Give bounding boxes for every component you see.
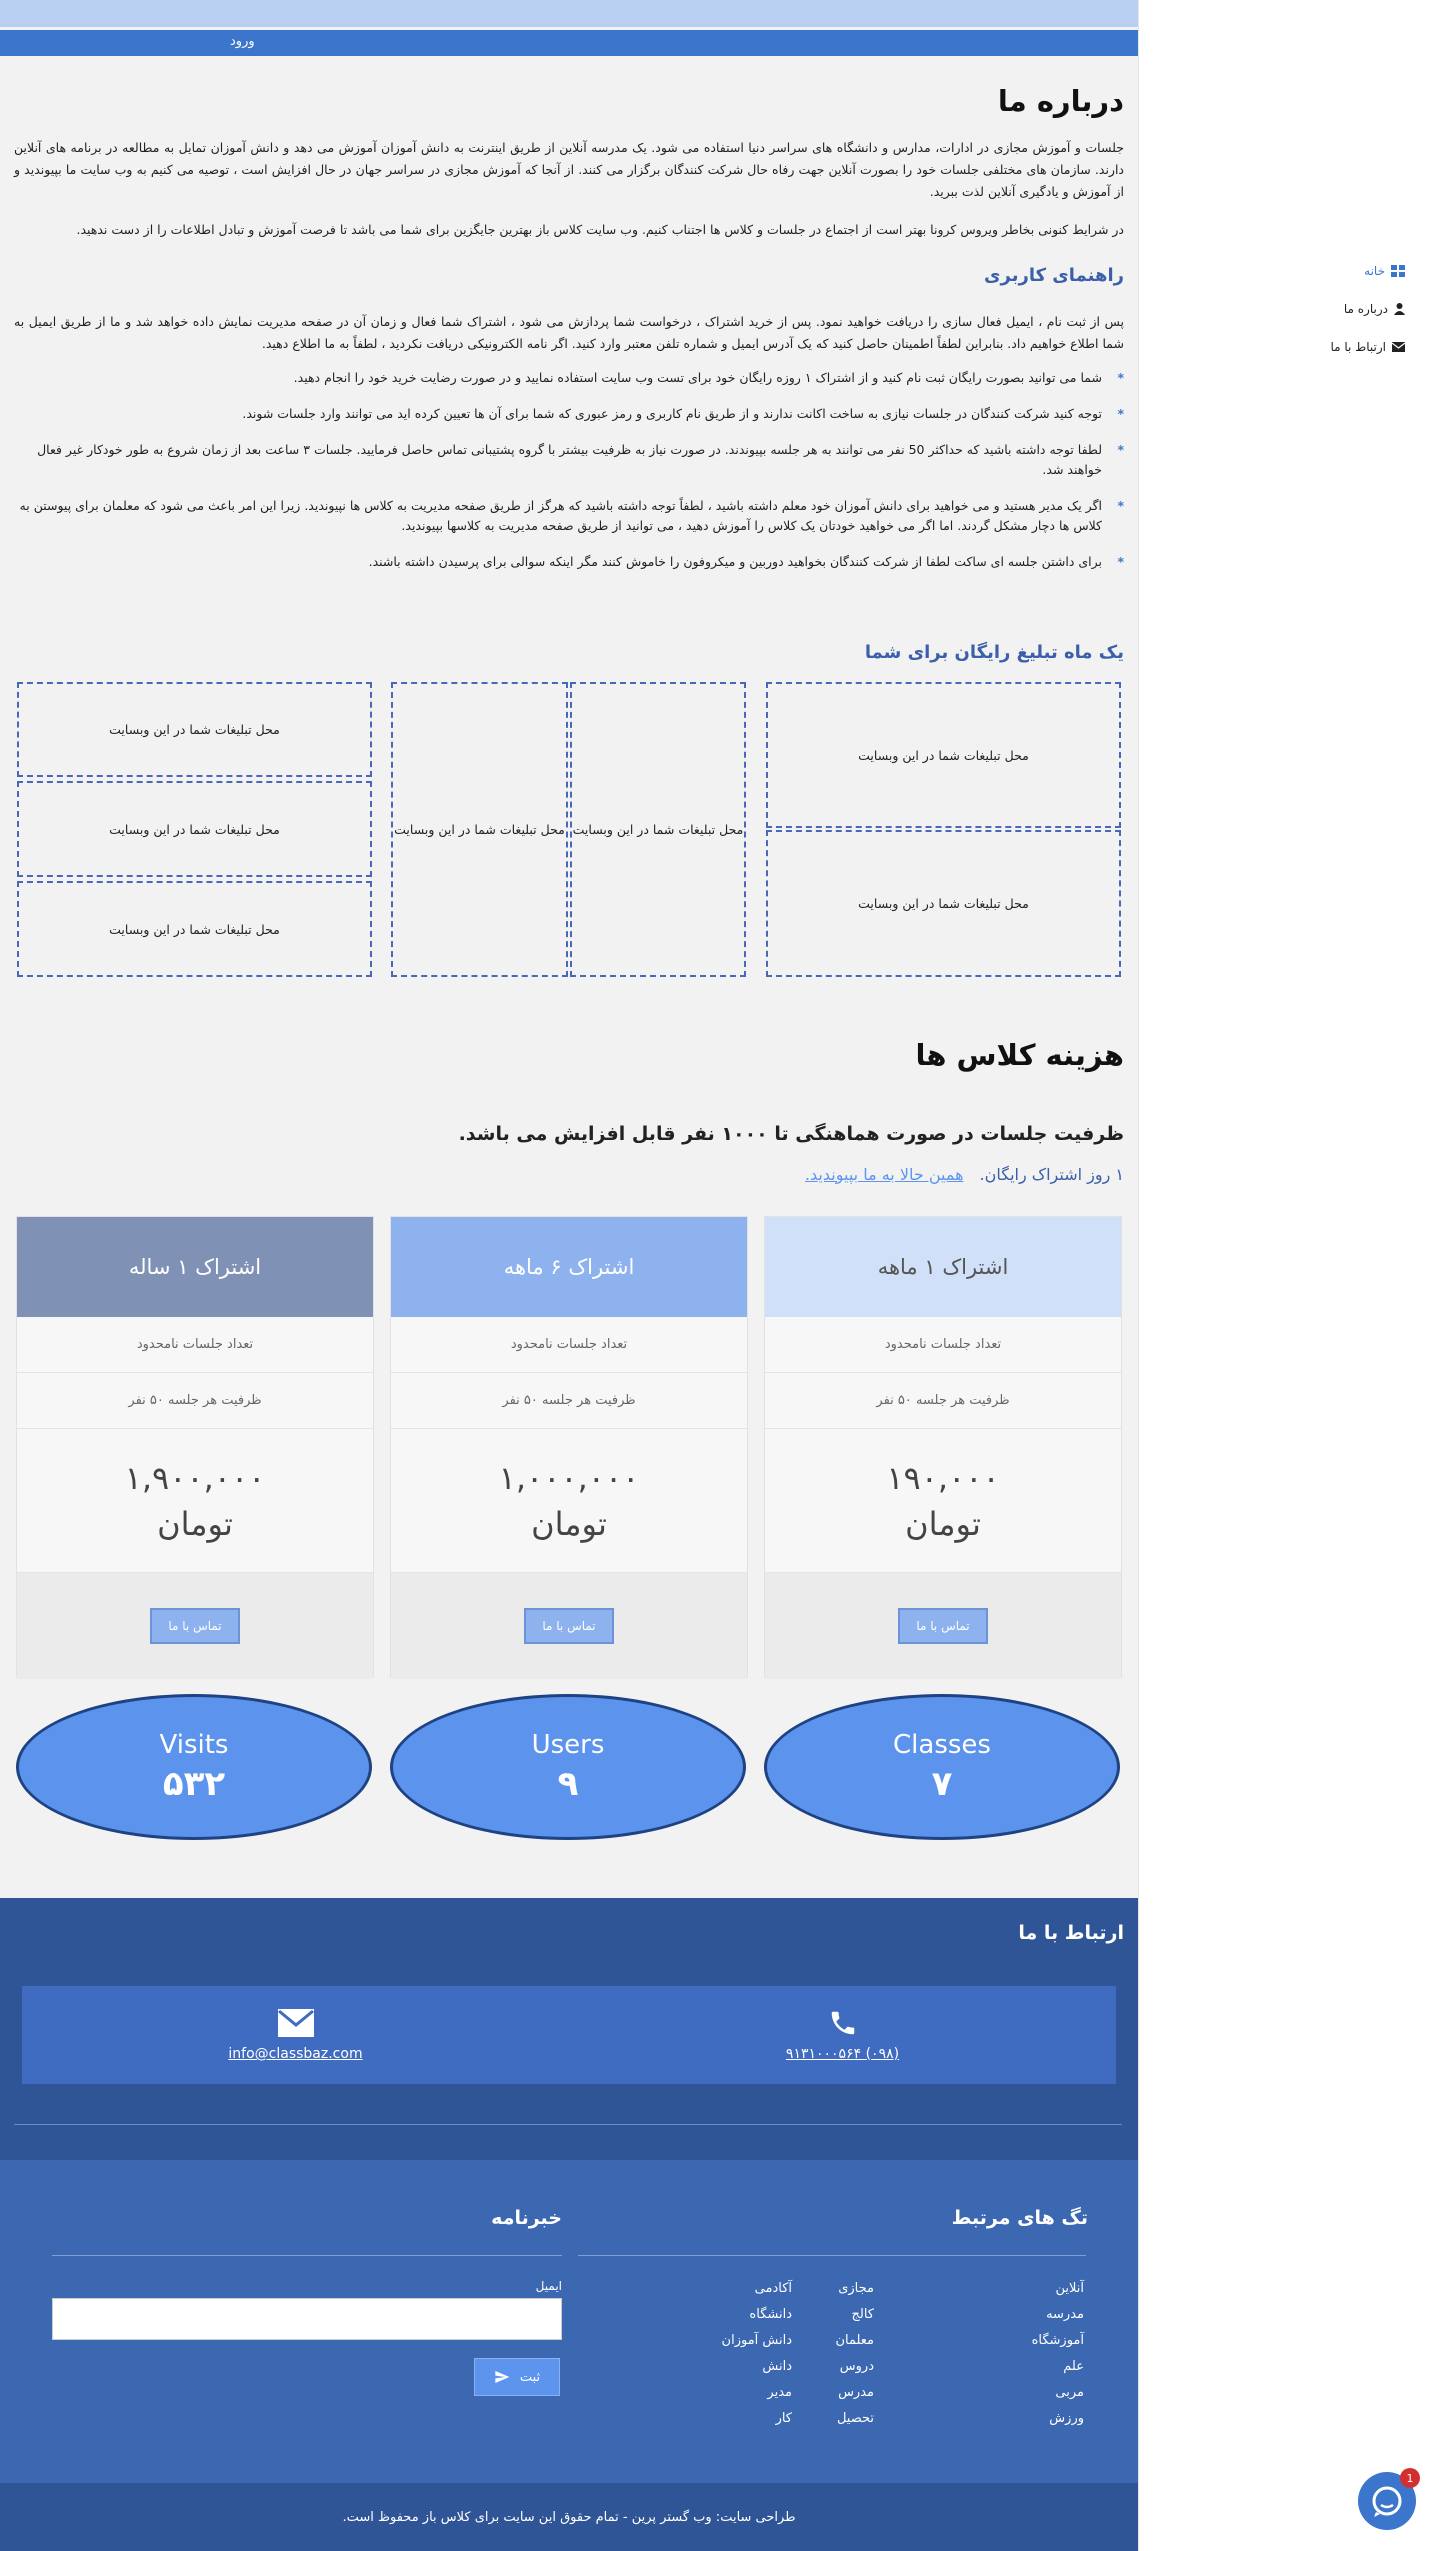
newsletter-email-input[interactable] — [52, 2298, 562, 2340]
list-item: * لطفا توجه داشته باشید که حداکثر 50 نفر می توانند به هر جلسه بپیوندند. در صورت نیاز به ظرفیت بیشتر با گروه پشتیبانی تماس حاصل فرمایید. جلسات ۳ ساعت بعد از زمان شروع به طور خودکار غیر فعال خواهند شد. — [14, 440, 1124, 480]
copyright-bar — [0, 2483, 1138, 2551]
price-currency: تومان — [531, 1504, 607, 1543]
join-link[interactable]: همین حالا به ما بپیوندید. — [804, 1165, 964, 1184]
newsletter-submit-button[interactable] — [474, 2358, 560, 2396]
contact-us-button[interactable]: تماس با ما — [150, 1608, 239, 1644]
tag-link[interactable]: علم — [1063, 2359, 1084, 2374]
about-paragraph-1: جلسات و آموزش مجازی در ادارات، مدارس و دانشگاه های سراسر دنیا استفاده می شود. یک مدرسه آنلاین از طریق اینترنت به دانش آموزان آموزش می دهد و دانش آموزان تمایل به مطالعه در برنامه های آنلاین دارند. سازمان های مختلفی جلسات خود را بصورت آنلاین جهت رفاه حال شرکت کنندگان برگزار می کنند. از آنجا که آموزش مجازی در سراسر جهان در حال افزایش است ، توصیه می کنیم به وب سایت ما بپیوندید و از آموزش و یادگیری آنلاین لذت ببرید. — [14, 140, 1124, 199]
footer — [0, 2160, 1138, 2483]
top-strip — [0, 0, 1138, 27]
nav-label: درباره ما — [1343, 302, 1388, 316]
ad-slot[interactable]: محل تبلیغات شما در این وبسایت — [766, 830, 1121, 977]
stat-label: Visits — [159, 1730, 229, 1760]
list-item: * شما می توانید بصورت رایگان ثبت نام کنید و از اشتراک ۱ روزه رایگان خود برای تست وب سایت استفاده نمایید و در صورت رضایت خرید خود را انجام دهید. — [14, 368, 1124, 388]
plan-price — [391, 1429, 747, 1573]
ad-slot[interactable]: محل تبلیغات شما در این وبسایت — [17, 881, 372, 977]
tag-link[interactable]: تحصیل — [836, 2411, 874, 2426]
plan-price — [17, 1429, 373, 1573]
guide-title: راهنمای کاربری — [984, 265, 1124, 286]
guide-rules — [14, 368, 1124, 588]
price-value: ۱,۹۰۰,۰۰۰ — [124, 1458, 266, 1497]
plan-sessions: تعداد جلسات نامحدود — [17, 1317, 373, 1373]
trial-line — [805, 1165, 1124, 1184]
tag-link[interactable]: دانش — [762, 2359, 792, 2374]
tag-link[interactable]: مربی — [1055, 2385, 1084, 2400]
price-value: ۱,۰۰۰,۰۰۰ — [498, 1458, 640, 1497]
contact-section — [0, 1898, 1138, 2160]
nav-home[interactable] — [1364, 264, 1405, 278]
tag-link[interactable]: کالج — [851, 2307, 874, 2322]
tags-title: تگ های مرتبط — [951, 2207, 1088, 2229]
contact-us-button[interactable]: تماس با ما — [898, 1608, 987, 1644]
tag-link[interactable]: آنلاین — [1055, 2281, 1084, 2296]
plan-footer — [765, 1573, 1121, 1679]
divider — [52, 2255, 562, 2256]
sidebar — [1138, 0, 1439, 2551]
phone-link[interactable]: (۰۹۸) ۹۱۳۱۰۰۰۵۶۴ — [785, 2046, 900, 2062]
plan-header: اشتراک ۱ ماهه — [765, 1217, 1121, 1317]
divider — [14, 2124, 1122, 2125]
tag-link[interactable]: دانش آموزان — [721, 2333, 792, 2348]
submit-label: ثبت — [519, 2369, 541, 2385]
plan-footer — [17, 1573, 373, 1679]
tag-link[interactable]: مدرس — [838, 2385, 874, 2400]
about-paragraph-2: در شرایط کنونی بخاطر ویروس کرونا بهتر است از اجتماع در جلسات و کلاس ها اجتناب کنیم. وب سایت کلاس باز بهترین جایگزین برای شما می باشد تا فرصت آموزش و تبادل اطلاعات را از دست ندهید. — [76, 222, 1124, 237]
ad-slot[interactable]: محل تبلیغات شما در این وبسایت — [391, 682, 568, 977]
plan-capacity: ظرفیت هر جلسه ۵۰ نفر — [765, 1373, 1121, 1429]
stat-label: Classes — [893, 1730, 991, 1760]
plan-card-1-year — [16, 1216, 374, 1678]
newsletter-title: خبرنامه — [491, 2207, 562, 2229]
contact-us-button[interactable]: تماس با ما — [524, 1608, 613, 1644]
list-item: * برای داشتن جلسه ای ساکت لطفا از شرکت کنندگان بخواهید دوربین و میکروفون را خاموش کنند مگر اینکه سوالی برای پرسیدن داشته باشند. — [14, 552, 1124, 572]
tag-link[interactable]: مدرسه — [1046, 2307, 1084, 2322]
plan-capacity: ظرفیت هر جلسه ۵۰ نفر — [17, 1373, 373, 1429]
contact-title: ارتباط با ما — [1018, 1922, 1124, 1944]
chat-widget-button[interactable] — [1358, 2472, 1416, 2530]
contact-email — [22, 1986, 569, 2084]
stat-visits — [16, 1694, 372, 1840]
contact-box — [22, 1986, 1116, 2084]
ad-slot[interactable]: محل تبلیغات شما در این وبسایت — [766, 682, 1121, 828]
stat-label: Users — [531, 1730, 605, 1760]
tag-link[interactable]: آموزشگاه — [1031, 2333, 1084, 2348]
login-link[interactable]: ورود — [230, 34, 255, 49]
list-item: * اگر یک مدیر هستید و می خواهید برای دانش آموزان خود معلم داشته باشید ، لطفاً توجه داشته باشید که هرگز از طریق صفحه مدیریت به کلاس ها نپیوندید. زیرا این امر باعث می شود که معلمان برای پیوستن به کلاس ها دچار مشکل گردند. اما اگر می خواهید خودتان یک کلاس را آموزش دهید ، می توانید از طریق صفحه مدیریت به کلاسها بپیوندید. — [14, 496, 1124, 536]
plan-price — [765, 1429, 1121, 1573]
ads-title: یک ماه تبلیغ رایگان برای شما — [864, 642, 1124, 663]
nav-label: ارتباط با ما — [1330, 340, 1386, 354]
price-currency: تومان — [157, 1504, 233, 1543]
price-currency: تومان — [905, 1504, 981, 1543]
tag-link[interactable]: معلمان — [835, 2333, 874, 2348]
free-trial-text: ۱ روز اشتراک رایگان. — [979, 1165, 1124, 1184]
about-title: درباره ما — [997, 84, 1124, 118]
phone-icon — [828, 2008, 858, 2038]
stat-value: ۵۳۲ — [162, 1764, 226, 1804]
plan-sessions: تعداد جلسات نامحدود — [765, 1317, 1121, 1373]
stat-classes — [764, 1694, 1120, 1840]
stat-users — [390, 1694, 746, 1840]
plan-sessions: تعداد جلسات نامحدود — [391, 1317, 747, 1373]
tag-link[interactable]: آکادمی — [754, 2281, 792, 2296]
tag-link[interactable]: دروس — [839, 2359, 874, 2374]
stat-value: ۹ — [557, 1764, 579, 1804]
nav-contact[interactable] — [1330, 340, 1405, 354]
contact-phone — [569, 1986, 1116, 2084]
tag-link[interactable]: مجازی — [838, 2281, 874, 2296]
plan-header: اشتراک ۶ ماهه — [391, 1217, 747, 1317]
envelope-icon — [1392, 342, 1405, 352]
divider — [578, 2255, 1086, 2256]
login-bar — [0, 30, 1138, 56]
chat-badge: 1 — [1400, 2468, 1420, 2488]
nav-about[interactable] — [1344, 302, 1405, 316]
ad-slot[interactable]: محل تبلیغات شما در این وبسایت — [17, 682, 372, 777]
grid-icon — [1391, 265, 1405, 277]
price-value: ۱۹۰,۰۰۰ — [886, 1458, 1000, 1497]
copyright-text: طراحی سایت: وب گستر پرین - تمام حقوق این سایت برای کلاس باز محفوظ است. — [342, 2509, 796, 2525]
user-icon — [1394, 303, 1405, 315]
ad-slot[interactable]: محل تبلیغات شما در این وبسایت — [17, 781, 372, 877]
nav-label: خانه — [1364, 264, 1385, 278]
tag-link[interactable]: دانشگاه — [749, 2307, 792, 2322]
plan-card-6-month — [390, 1216, 748, 1678]
pricing-title: هزینه کلاس ها — [915, 1038, 1124, 1072]
capacity-note: ظرفیت جلسات در صورت هماهنگی تا ۱۰۰۰ نفر قابل افزایش می باشد. — [458, 1123, 1124, 1145]
email-label: ایمیل — [535, 2279, 562, 2293]
tag-link[interactable]: ورزش — [1049, 2411, 1084, 2426]
plan-capacity: ظرفیت هر جلسه ۵۰ نفر — [391, 1373, 747, 1429]
tag-link[interactable]: کار — [775, 2411, 792, 2426]
ad-slot[interactable]: محل تبلیغات شما در این وبسایت — [570, 682, 746, 977]
envelope-icon — [277, 2008, 315, 2038]
stat-value: ۷ — [931, 1764, 953, 1804]
email-link[interactable]: info@classbaz.com — [228, 2046, 363, 2062]
plan-card-1-month — [764, 1216, 1122, 1678]
plan-footer — [391, 1573, 747, 1679]
guide-intro: پس از ثبت نام ، ایمیل فعال سازی را دریافت خواهید نمود. پس از خرید اشتراک ، درخواست شما پردازش می شود ، اشتراک شما فعال و زمان آن در صفحه مدیریت نمایش داده خواهد شد و ما از طریق ایمیل به شما اطلاع خواهیم داد. بنابراین لطفاً اطمینان حاصل کنید که یک آدرس ایمیل و شماره تلفن معتبر وارد کنید. اگر نامه الکترونیکی دریافت نکردید ، لطفاً به ما اطلاع دهید. — [14, 314, 1124, 351]
tag-link[interactable]: مدیر — [767, 2385, 792, 2400]
send-icon — [494, 2369, 510, 2385]
plan-header: اشتراک ۱ ساله — [17, 1217, 373, 1317]
list-item: * توجه کنید شرکت کنندگان در جلسات نیازی به ساخت اکانت ندارند و از طریق نام کاربری و رمز عبوری که شما برای آن ها تعیین کرده اید می توانند وارد جلسات شوند. — [14, 404, 1124, 424]
